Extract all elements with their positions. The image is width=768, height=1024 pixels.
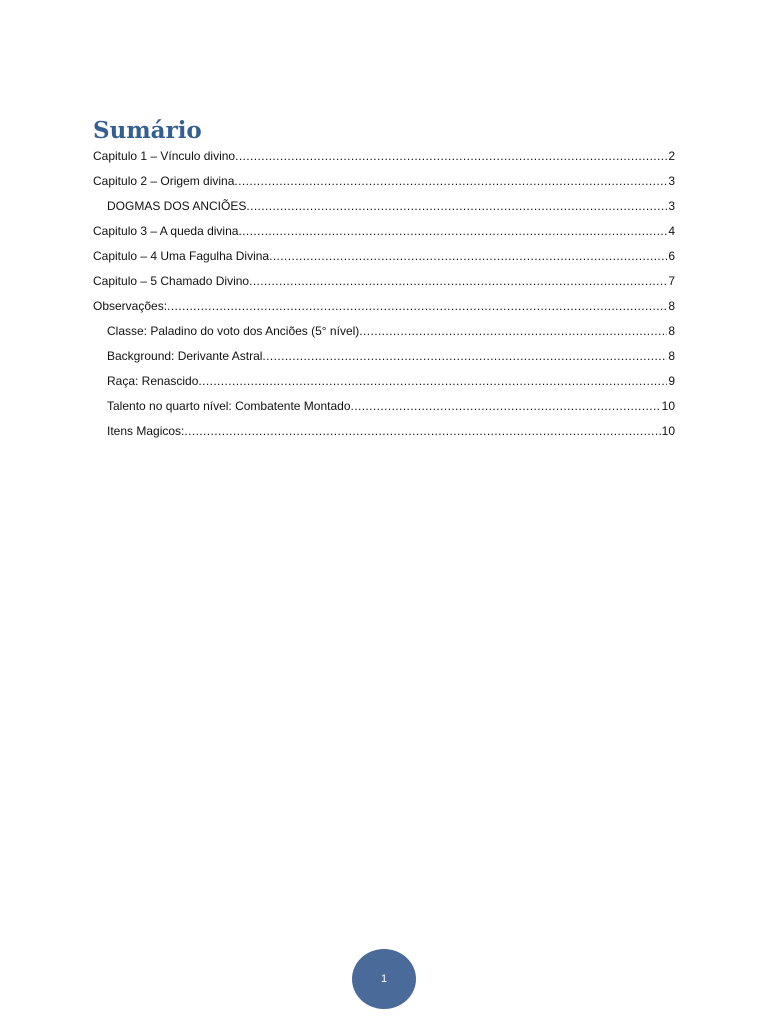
toc-dot-leader — [238, 224, 667, 238]
toc-dot-leader — [235, 149, 667, 163]
toc-entry-label: Capitulo – 4 Uma Fagulha Divina — [93, 249, 270, 263]
toc-entry-label: Itens Magicos: — [107, 424, 185, 438]
toc-entry[interactable] — [93, 249, 675, 274]
toc-entry[interactable] — [93, 274, 675, 299]
toc-entry-label: Capitulo 2 – Origem divina — [93, 174, 235, 188]
toc-entry-label: Raça: Renascido — [107, 374, 199, 388]
toc-entry-page: 7 — [668, 274, 675, 288]
toc-entry[interactable] — [93, 324, 675, 349]
toc-entry-label: Background: Derivante Astral — [107, 349, 263, 363]
toc-entry-page: 4 — [668, 224, 675, 238]
toc-entry[interactable] — [93, 199, 675, 224]
toc-entry-label: Capitulo – 5 Chamado Divino — [93, 274, 250, 288]
table-of-contents — [93, 116, 675, 449]
toc-entry[interactable] — [93, 424, 675, 449]
toc-entry-page: 8 — [668, 324, 675, 338]
toc-entry-page: 3 — [668, 174, 675, 188]
toc-dot-leader — [249, 274, 667, 288]
toc-dot-leader — [351, 399, 661, 413]
toc-entry-label: Classe: Paladino do voto dos Anciões (5° nível) — [107, 324, 360, 338]
toc-entry[interactable] — [93, 349, 675, 374]
toc-entry-page: 6 — [668, 249, 675, 263]
toc-entry-page: 10 — [661, 424, 675, 438]
toc-entry[interactable] — [93, 174, 675, 199]
toc-entry-label: Capitulo 1 – Vínculo divino — [93, 149, 236, 163]
toc-entry-page: 2 — [668, 149, 675, 163]
toc-dot-leader — [184, 424, 660, 438]
toc-entry-label: Observações: — [93, 299, 168, 313]
toc-entry-page: 9 — [668, 374, 675, 388]
toc-entry-page: 10 — [661, 399, 675, 413]
toc-entry[interactable] — [93, 374, 675, 399]
toc-dot-leader — [246, 199, 667, 213]
page-number-badge — [352, 949, 416, 1009]
toc-dot-leader — [198, 374, 667, 388]
toc-entry[interactable] — [93, 224, 675, 249]
toc-dot-leader — [167, 299, 667, 313]
toc-entry-label: Talento no quarto nível: Combatente Montado — [107, 399, 351, 413]
toc-dot-leader — [269, 249, 667, 263]
toc-dot-leader — [359, 324, 667, 338]
toc-title: Sumário — [93, 117, 202, 144]
toc-entry-page: 8 — [668, 299, 675, 313]
toc-entry-label: DOGMAS DOS ANCIÕES — [107, 199, 247, 213]
toc-entry[interactable] — [93, 149, 675, 174]
toc-dot-leader — [262, 349, 667, 363]
toc-dot-leader — [234, 174, 667, 188]
toc-entry-page: 8 — [668, 349, 675, 363]
toc-entry[interactable] — [93, 399, 675, 424]
toc-entry-page: 3 — [668, 199, 675, 213]
toc-entry-label: Capitulo 3 – A queda divina — [93, 224, 239, 238]
toc-entry[interactable] — [93, 299, 675, 324]
page-number: 1 — [380, 973, 388, 985]
